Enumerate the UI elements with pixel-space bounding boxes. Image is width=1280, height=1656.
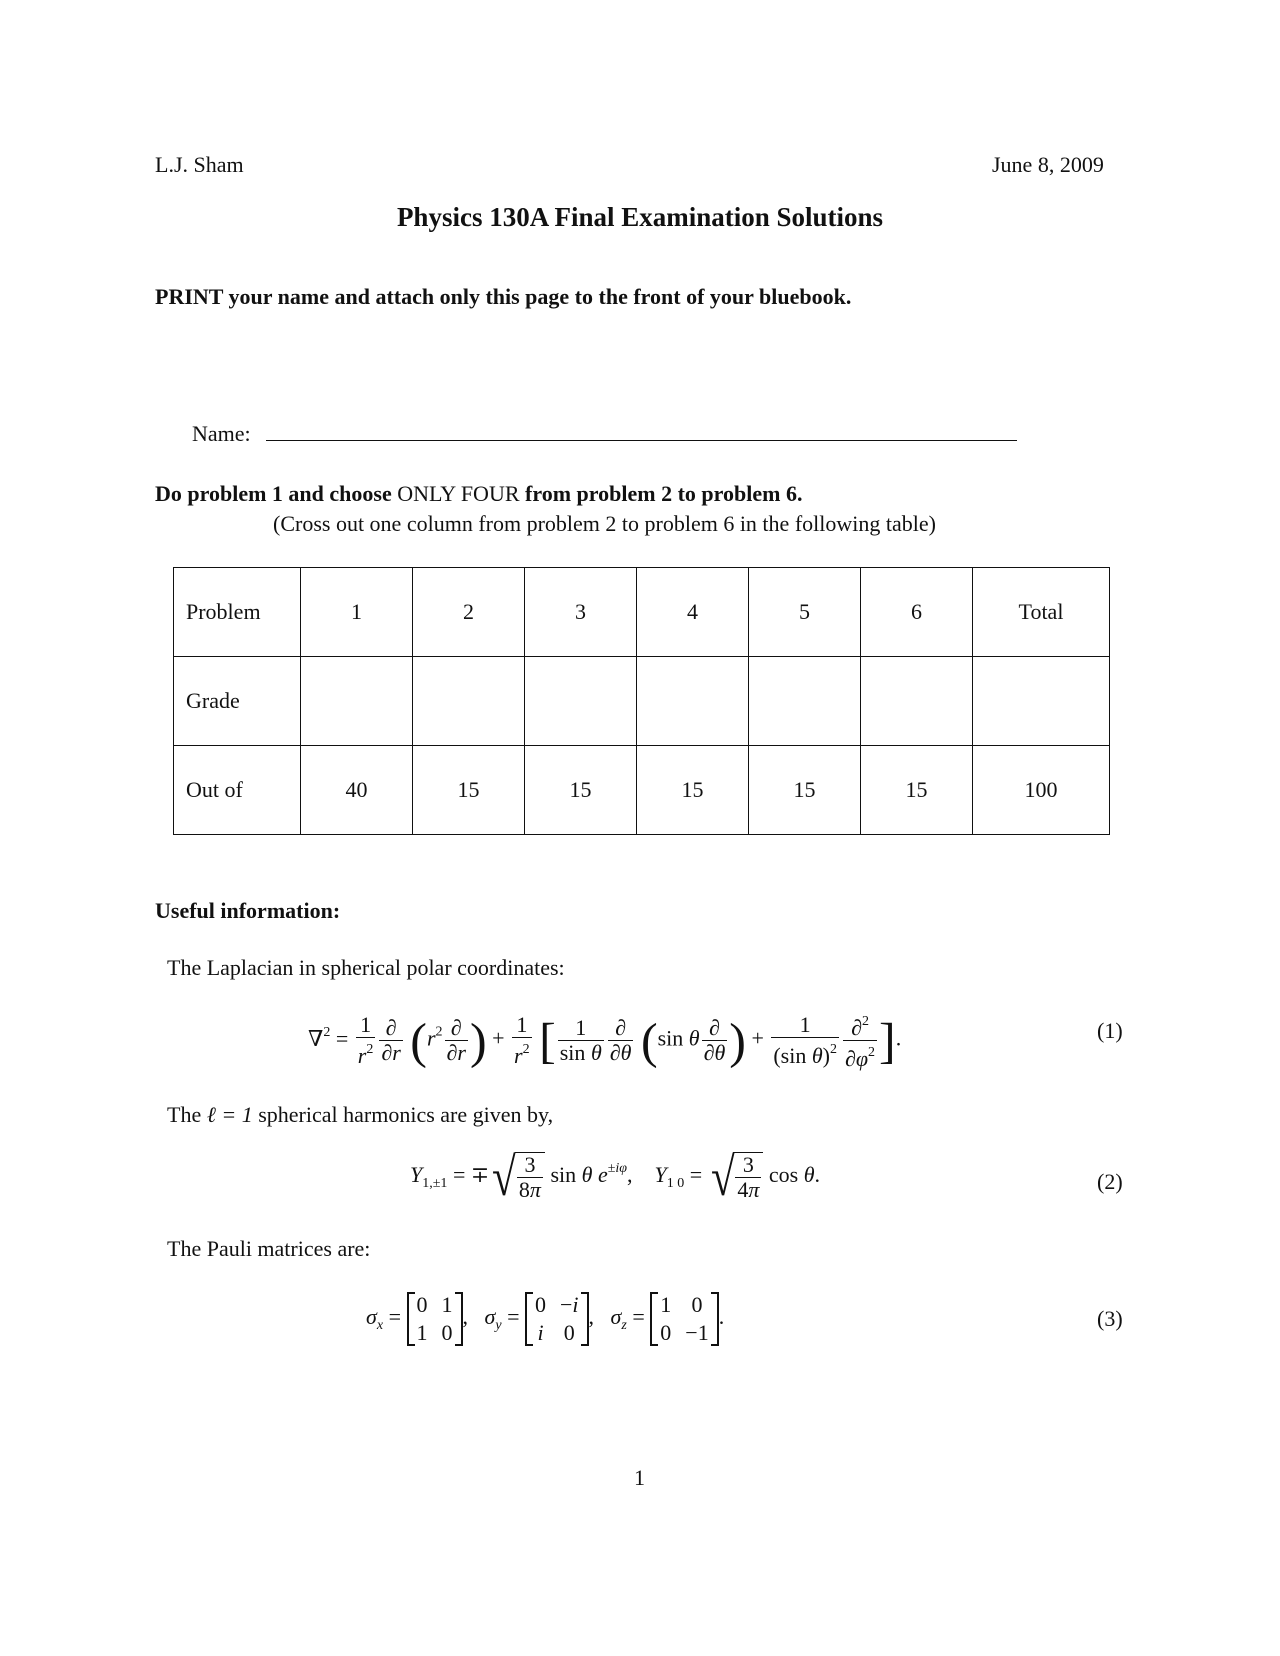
pauli-intro: The Pauli matrices are:	[167, 1236, 371, 1261]
date: June 8, 2009	[992, 152, 1104, 177]
table-row-problem	[174, 568, 1110, 657]
equation-number: (2)	[1097, 1169, 1123, 1194]
grade-cell[interactable]	[637, 657, 749, 746]
name-line[interactable]	[266, 440, 1017, 441]
pauli-equation: $\sigma_x$ = 0 1 1 0 , $\sigma_y$ = 0 −i i 0 , $\sigma_z$ = 1 0 0 −1 .	[366, 1292, 725, 1345]
problem-cell: Total	[973, 568, 1110, 657]
table-row-grade	[174, 657, 1110, 746]
row-label: Problem	[174, 568, 301, 657]
grade-table	[173, 567, 1110, 835]
grade-cell[interactable]	[861, 657, 973, 746]
harmonics-intro-suffix: spherical harmonics are given by,	[252, 1102, 554, 1127]
problem-cell: 4	[637, 568, 749, 657]
out-of-cell: 40	[301, 746, 413, 835]
grade-cell[interactable]	[525, 657, 637, 746]
name-label: Name:	[192, 421, 251, 446]
grade-cell[interactable]	[413, 657, 525, 746]
harmonics-intro-math: ℓ = 1	[206, 1102, 253, 1127]
out-of-cell: 100	[973, 746, 1110, 835]
harmonics-equation: $Y_{1,\pm 1}$ = ∓ √ $\frac{3}{8\pi}$ sin θ $e^{\pm i\varphi}$, $Y_{1 0}$ = √ $\frac{3}{4\pi}$ cos θ.	[410, 1147, 821, 1207]
problem-cell: 1	[301, 568, 413, 657]
harmonics-intro	[167, 1102, 553, 1128]
equation-number: (3)	[1097, 1306, 1123, 1331]
out-of-cell: 15	[525, 746, 637, 835]
row-label: Out of	[174, 746, 301, 835]
choose-instruction	[155, 481, 802, 507]
page-title: Physics 130A Final Examination Solutions	[396, 202, 884, 232]
problem-cell: 5	[749, 568, 861, 657]
out-of-cell: 15	[413, 746, 525, 835]
page-number: 1	[634, 1465, 645, 1490]
grade-cell[interactable]	[301, 657, 413, 746]
out-of-cell: 15	[637, 746, 749, 835]
print-instruction: PRINT your name and attach only this page to the front of your bluebook.	[155, 284, 852, 309]
out-of-cell: 15	[749, 746, 861, 835]
problem-cell: 3	[525, 568, 637, 657]
table-row-out-of	[174, 746, 1110, 835]
choose-emphasis: ONLY FOUR	[397, 481, 520, 506]
grade-cell[interactable]	[749, 657, 861, 746]
author: L.J. Sham	[155, 152, 244, 177]
row-label: Grade	[174, 657, 301, 746]
problem-cell: 2	[413, 568, 525, 657]
choose-prefix: Do problem 1 and choose	[155, 481, 398, 506]
grade-cell[interactable]	[973, 657, 1110, 746]
harmonics-intro-prefix: The	[167, 1102, 207, 1127]
choose-suffix: from problem 2 to problem 6.	[519, 481, 803, 506]
laplacian-equation: ∇$^2$ = $\frac{1}{r^2}$ $\frac{\partial}{\partial r}$ ($r^2$ $\frac{\partial}{\partial r}$ ) + $\frac{1}{r^2}$ [ $\frac{1}{\text{sin θ}}$ $\frac{\partial}{\partial\theta}$ (sin θ $\frac{\partial}{\partial\theta}$ ) + $\frac{1}{(\sin \theta)^2}$ $\frac{\partial^2}{\partial\varphi^2}$ ].	[308, 1012, 902, 1071]
out-of-cell: 15	[861, 746, 973, 835]
equation-number: (1)	[1097, 1018, 1123, 1043]
problem-cell: 6	[861, 568, 973, 657]
laplacian-intro: The Laplacian in spherical polar coordinates:	[167, 955, 565, 980]
cross-out-note: (Cross out one column from problem 2 to problem 6 in the following table)	[273, 511, 936, 536]
useful-info-heading: Useful information:	[155, 898, 341, 923]
